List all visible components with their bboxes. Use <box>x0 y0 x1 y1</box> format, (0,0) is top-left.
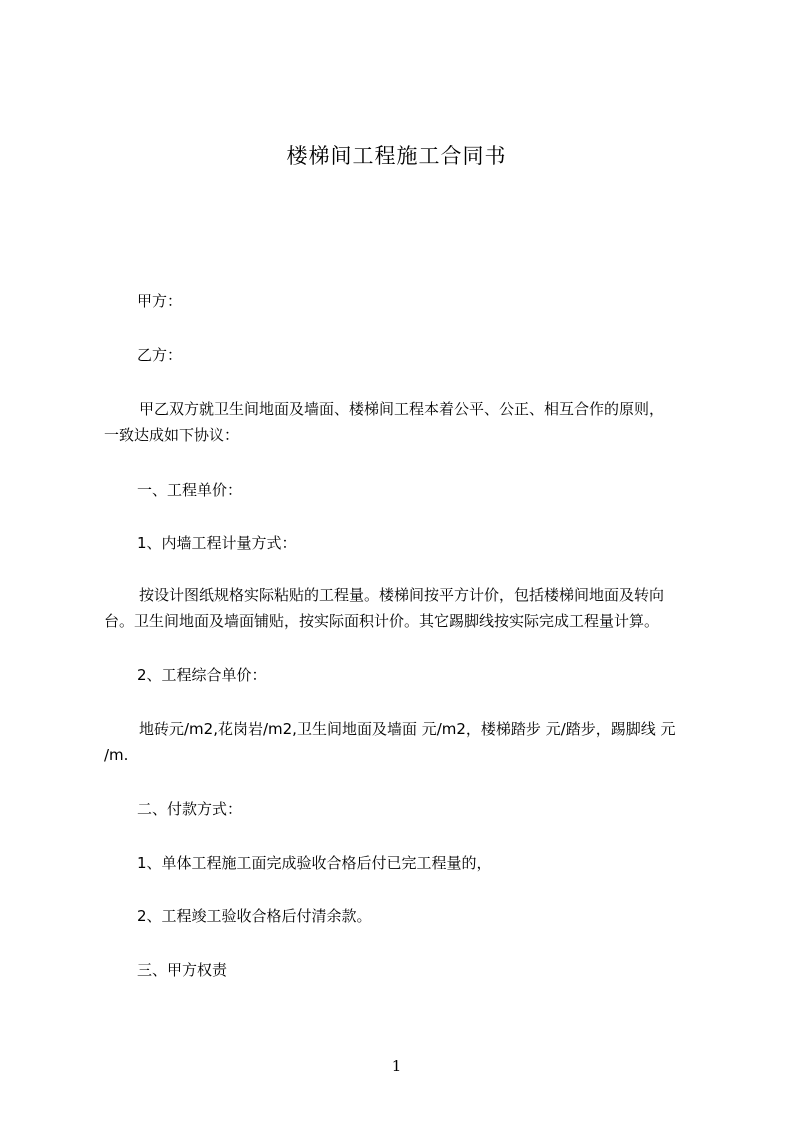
section-1-item-1-text-line-2: 台。卫生间地面及墙面铺贴，按实际面积计价。其它踢脚线按实际完成工程量计算。 <box>104 612 660 630</box>
section-2-heading: 二、付款方式： <box>137 800 243 818</box>
intro-line-1: 甲乙双方就卫生间地面及墙面、楼梯间工程本着公平、公正、相互合作的原则， <box>139 400 665 418</box>
section-3-heading: 三、甲方权责 <box>137 961 228 979</box>
section-1-item-2-text-line-1: 地砖元/m2,花岗岩/m2,卫生间地面及墙面 元/m2，楼梯踏步 元/踏步，踢脚线 元 <box>139 720 676 738</box>
section-1-heading: 一、工程单价： <box>137 481 243 499</box>
section-1-item-2-text-line-2: /m. <box>104 746 129 764</box>
section-2-item-2: 2、工程竣工验收合格后付清余款。 <box>137 907 372 925</box>
document-title: 楼梯间工程施工合同书 <box>286 144 507 168</box>
section-2-item-1: 1、单体工程施工面完成验收合格后付已完工程量的， <box>137 854 492 872</box>
section-1-item-1-heading: 1、内墙工程计量方式： <box>137 534 297 552</box>
section-1-item-2-heading: 2、工程综合单价： <box>137 666 267 684</box>
party-a-label: 甲方： <box>137 292 183 310</box>
page-number: 1 <box>391 1057 402 1075</box>
section-1-item-1-text-line-1: 按设计图纸规格实际粘贴的工程量。楼梯间按平方计价，包括楼梯间地面及转向 <box>139 586 665 604</box>
party-b-label: 乙方： <box>137 346 183 364</box>
intro-line-2: 一致达成如下协议： <box>104 426 240 444</box>
